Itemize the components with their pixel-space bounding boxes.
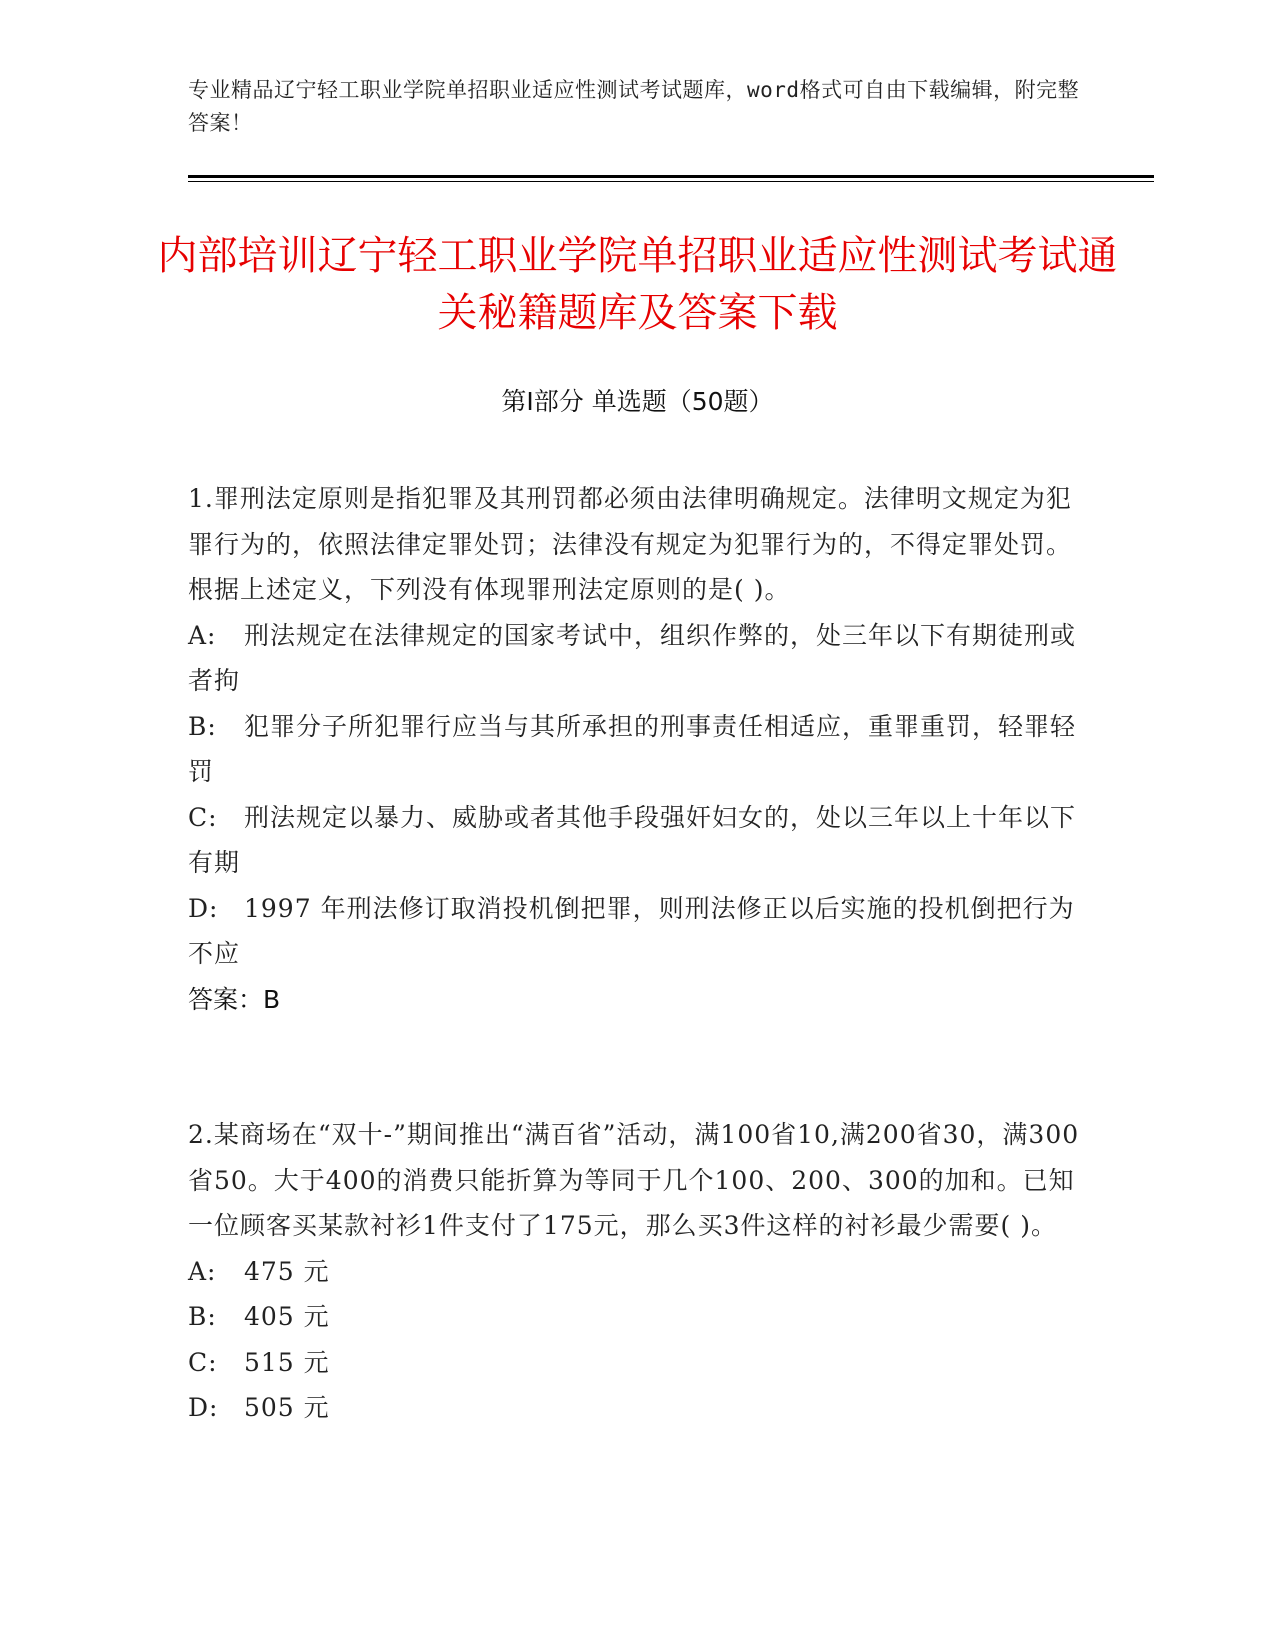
option-a	[188, 613, 1083, 704]
option-text: 犯罪分子所犯罪行应当与其所承担的刑事责任相适应，重罪重罚，轻罪轻罚	[188, 711, 1077, 786]
option-b	[188, 1294, 1083, 1340]
option-text: 515 元	[244, 1347, 330, 1377]
question-2	[188, 1112, 1083, 1431]
option-a	[188, 1249, 1083, 1295]
option-d	[188, 1385, 1083, 1431]
option-text: 475 元	[244, 1256, 330, 1286]
option-text: 刑法规定在法律规定的国家考试中，组织作弊的，处三年以下有期徒刑或者拘	[188, 620, 1077, 695]
question-stem: 2.某商场在“双十-”期间推出“满百省”活动，满100省10,满200省30，满300省50。大于400的消费只能折算为等同于几个100、200、300的加和。已知一位顾客买某款衬衫1件支付了175元，那么买3件这样的衬衫最少需要( )。	[188, 1120, 1080, 1240]
option-b	[188, 704, 1083, 795]
option-letter: C:	[188, 1347, 218, 1377]
option-letter: A:	[188, 1256, 217, 1286]
question-stem: 1.罪刑法定原则是指犯罪及其刑罚都必须由法律明确规定。法律明文规定为犯罪行为的，依照法律定罪处罚；法律没有规定为犯罪行为的，不得定罪处罚。根据上述定义，下列没有体现罪刑法定原则的是( )。	[188, 484, 1073, 604]
document-title: 内部培训辽宁轻工职业学院单招职业适应性测试考试通关秘籍题库及答案下载	[157, 233, 1118, 336]
answer-label: 答案：B	[188, 984, 281, 1014]
section-heading: 第Ⅰ部分 单选题（50题）	[501, 387, 774, 416]
option-d	[188, 886, 1083, 977]
header-rule-thin	[188, 181, 1154, 182]
option-letter: D:	[188, 893, 219, 923]
option-letter: C:	[188, 802, 218, 832]
header-note: 专业精品辽宁轻工职业学院单招职业适应性测试考试题库，word格式可自由下载编辑，附完整答案！	[188, 78, 1080, 135]
option-letter: B:	[188, 1302, 217, 1331]
header-rule-thick	[188, 175, 1154, 178]
option-text: 刑法规定以暴力、威胁或者其他手段强奸妇女的，处以三年以上十年以下有期	[188, 802, 1077, 877]
option-c	[188, 1340, 1083, 1386]
question-1	[188, 476, 1083, 1022]
option-letter: D:	[188, 1393, 219, 1422]
option-text: 505 元	[244, 1393, 330, 1422]
option-letter: B:	[188, 711, 217, 741]
option-text: 1997 年刑法修订取消投机倒把罪，则刑法修正以后实施的投机倒把行为不应	[188, 893, 1075, 968]
option-c	[188, 795, 1083, 886]
option-letter: A:	[188, 620, 217, 650]
option-text: 405 元	[244, 1302, 330, 1331]
